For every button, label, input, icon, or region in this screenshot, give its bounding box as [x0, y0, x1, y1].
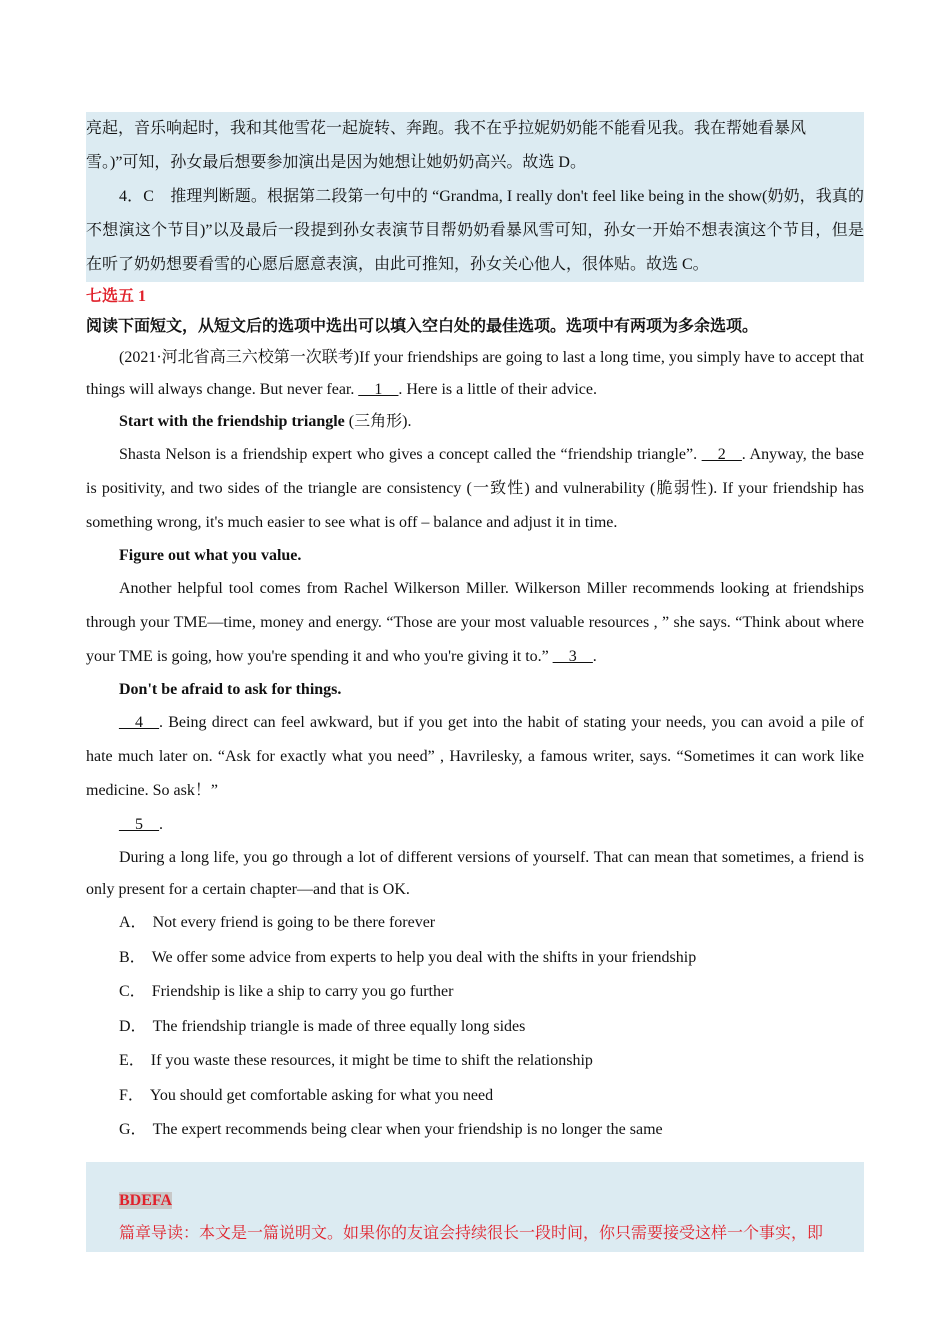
options-list — [86, 906, 864, 1148]
option-e — [86, 1044, 864, 1079]
option-text: The expert recommends being clear when your friendship is no longer the same — [152, 1121, 663, 1138]
option-letter: C． — [119, 983, 146, 1000]
option-d — [86, 1010, 864, 1045]
previous-answer-block — [86, 112, 864, 282]
passage-heading-1 — [86, 406, 864, 438]
option-c — [86, 975, 864, 1010]
passage-paragraph-4 — [86, 706, 864, 808]
heading-text: Start with the friendship triangle — [119, 413, 345, 430]
option-text: We offer some advice from experts to help you deal with the shifts in your friendship — [151, 948, 697, 966]
option-g — [86, 1113, 864, 1148]
passage-paragraph-1 — [86, 342, 864, 406]
option-text: If you waste these resources, it might be time to shift the relationship — [150, 1052, 593, 1069]
question-4-number: 4．C — [119, 188, 154, 205]
option-text: Not every friend is going to be there forever — [152, 914, 436, 931]
section-title: 七选五 1 — [86, 288, 147, 305]
option-text: Friendship is like a ship to carry you go further — [151, 983, 454, 1000]
chapter-guide: 篇章导读：本文是一篇说明文。如果你的友谊会持续很长一段时间，你只需要接受这样一个事实，即 — [119, 1224, 824, 1242]
option-letter: B． — [119, 948, 146, 966]
answer-block — [86, 1162, 864, 1252]
paragraph-text: . — [592, 648, 597, 665]
explanation-line: 雪。)”可知，孙女最后想要参加演出是因为她想让她奶奶高兴。故选 D。 — [86, 154, 586, 171]
explanation-line: 亮起，音乐响起时，我和其他雪花一起旋转、奔跑。我不在乎拉妮奶奶能不能看见我。我在帮她看暴风 — [86, 120, 807, 137]
passage-paragraph-2 — [86, 438, 864, 540]
question-4-explanation — [86, 180, 864, 282]
passage-paragraph-5 — [86, 808, 864, 842]
option-letter: E． — [119, 1052, 145, 1069]
option-f — [86, 1079, 864, 1114]
option-letter: A． — [119, 914, 147, 931]
blank-4: __4__ — [119, 714, 159, 731]
option-letter: D． — [119, 1017, 147, 1035]
option-b — [86, 941, 864, 976]
document-page — [86, 112, 864, 1252]
passage-paragraph-3 — [86, 572, 864, 674]
section-instruction: 阅读下面短文，从短文后的选项中选出可以填入空白处的最佳选项。选项中有两项为多余选项。 — [86, 318, 759, 335]
blank-2: __2__ — [701, 446, 742, 463]
heading-suffix: (三角形). — [344, 413, 412, 430]
option-letter: G． — [119, 1121, 147, 1138]
blank-1: __1__ — [358, 381, 399, 398]
paragraph-text: . Being direct can feel awkward, but if you get into the habit of stating your needs, you can avoid a pile of hate much later on. “Ask for exactly what you need” , Havrilesky, a famous writer, says. “Sometimes it can work like medicine. So ask！” — [86, 714, 864, 799]
option-a — [86, 906, 864, 941]
answer-key-line — [86, 1184, 864, 1217]
option-letter: F． — [119, 1086, 144, 1104]
paragraph-text: . — [159, 816, 163, 833]
blank-5: __5__ — [119, 816, 159, 833]
paragraph-text: (2021·河北省高三六校第一次联考)If your friendships are going to last a long time, you simply have to accept that things will always change. But never fear. — [86, 349, 864, 398]
option-text: The friendship triangle is made of three equally long sides — [152, 1017, 526, 1035]
paragraph-text: . Anyway, the base is positivity, and two sides of the triangle are consistency (一致性) and vulnerability (脆弱性). If your friendship has something wrong, it's much easier to see what is off – balance and adjust it in time. — [86, 446, 865, 531]
answer-key: BDEFA — [119, 1191, 173, 1209]
passage-heading-2: Figure out what you value. — [119, 547, 302, 564]
passage-heading-3: Don't be afraid to ask for things. — [119, 681, 342, 698]
paragraph-text: Another helpful tool comes from Rachel Wilkerson Miller. Wilkerson Miller recommends looking at friendships through your TME—time, money and energy. “Those are your most valuable resources , ” she says. “Think about where your TME is going, how you're spending it and who you're giving it to.” — [86, 580, 864, 665]
paragraph-text: . Here is a little of their advice. — [398, 381, 597, 398]
question-4-text: 推理判断题。根据第二段第一句中的 “Grandma, I really don't feel like being in the show(奶奶，我真的不想演这个节目)”以及最后一段提到孙女表演节目帮奶奶看暴风雪可知，孙女一开始不想表演这个节目，但是在听了奶奶想要看雪的心愿后愿意表演，由此可推知，孙女关心他人，很体贴。故选 C。 — [86, 188, 864, 273]
paragraph-text: Shasta Nelson is a friendship expert who gives a concept called the “friendship triangle”. — [119, 446, 702, 463]
passage-paragraph-6: During a long life, you go through a lot of different versions of yourself. That can mean that sometimes, a friend is only present for a certain chapter—and that is OK. — [86, 849, 864, 898]
option-text: You should get comfortable asking for what you need — [149, 1086, 494, 1104]
blank-3: __3__ — [552, 648, 593, 665]
